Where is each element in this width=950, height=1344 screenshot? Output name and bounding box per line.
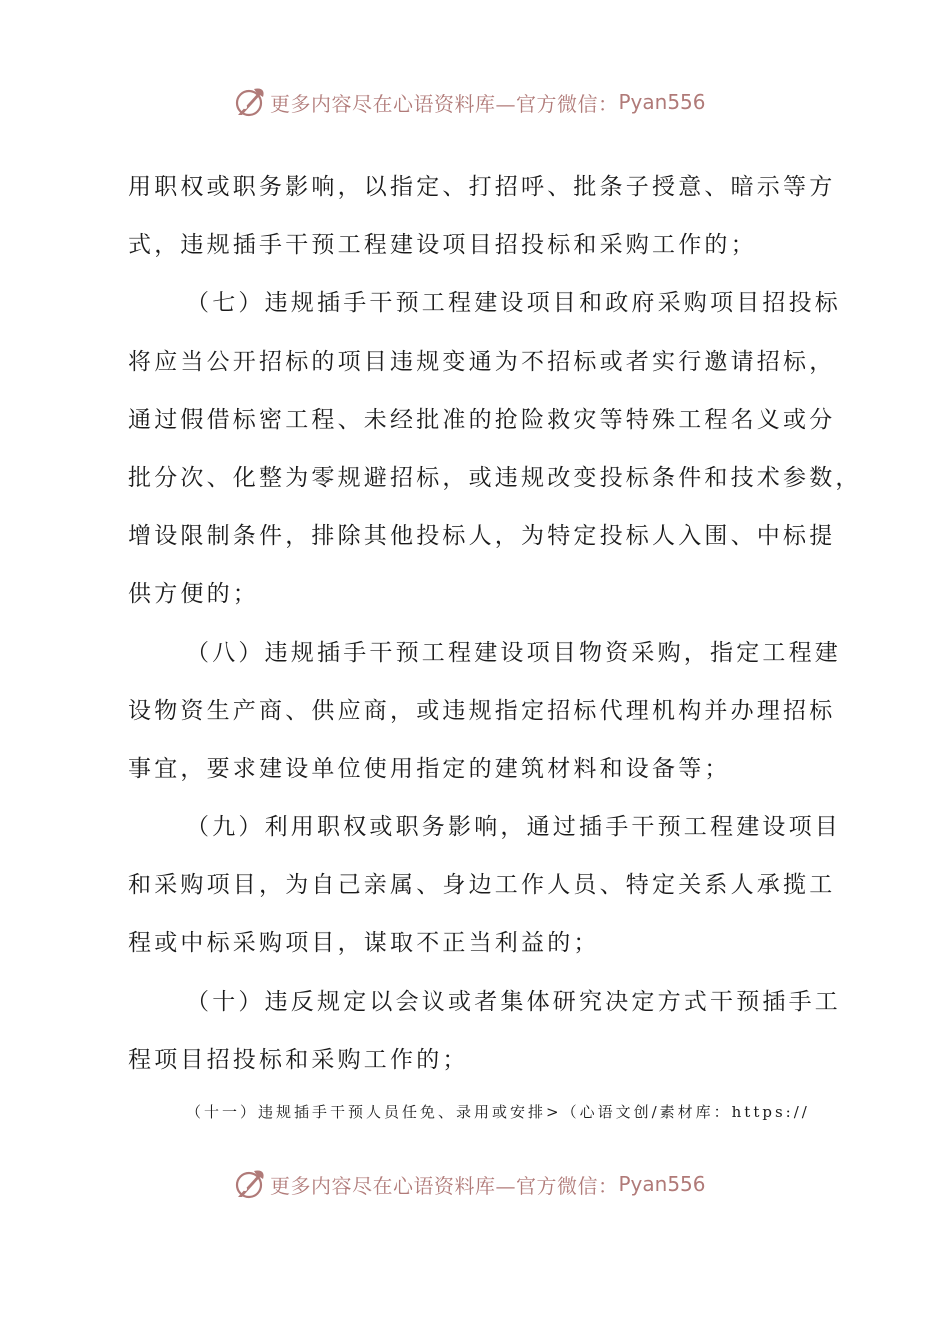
quill-pen-logo-icon <box>232 1167 266 1201</box>
paragraph-line: 式，违规插手干预工程建设项目招投标和采购工作的； <box>128 232 757 259</box>
header-banner-text: 更多内容尽在心语资料库—官方微信： <box>270 91 619 116</box>
paragraph-line: 设物资生产商、供应商，或违规指定招标代理机构并办理招标 <box>128 697 836 724</box>
header-banner <box>0 82 950 122</box>
paragraph-line: 通过假借标密工程、未经批准的抢险救灾等特殊工程名义或分 <box>128 406 836 433</box>
paragraph-line: （十）违反规定以会议或者集体研究决定方式干预插手工 <box>186 988 841 1015</box>
paragraph-line: （九）利用职权或职务影响，通过插手干预工程建设项目 <box>186 814 841 841</box>
paragraph-line: 增设限制条件，排除其他投标人，为特定投标人入围、中标提 <box>128 523 836 550</box>
paragraph-line: 用职权或职务影响，以指定、打招呼、批条子授意、暗示等方 <box>128 174 836 200</box>
quill-pen-logo-icon <box>232 85 266 119</box>
footer-banner <box>0 1164 950 1204</box>
paragraph-line: 将应当公开招标的项目违规变通为不招标或者实行邀请招标， <box>128 348 836 375</box>
paragraph-line: 程项目招投标和采购工作的； <box>128 1046 469 1073</box>
paragraph-line: 事宜，要求建设单位使用指定的建筑材料和设备等； <box>128 755 731 782</box>
footer-banner-code: Pyan556 <box>618 1172 706 1196</box>
paragraph-line: （八）违规插手干预工程建设项目物资采购，指定工程建 <box>186 639 841 666</box>
header-banner-code: Pyan556 <box>618 90 706 114</box>
paragraph-line: 批分次、化整为零规避招标，或违规改变投标条件和技术参数， <box>128 464 862 491</box>
document-body <box>128 158 862 1089</box>
paragraph-line: 和采购项目，为自己亲属、身边工作人员、特定关系人承揽工 <box>128 872 836 899</box>
paragraph-line: 供方便的； <box>128 581 259 608</box>
paragraph-line: 程或中标采购项目，谋取不正当利益的； <box>128 930 600 957</box>
truncated-paragraph-line: （十一）违规插手干预人员任免、录用或安排>（心语文创/素材库：https:// <box>186 1103 810 1121</box>
paragraph-line: （七）违规插手干预工程建设项目和政府采购项目招投标 <box>186 290 841 317</box>
footer-banner-text: 更多内容尽在心语资料库—官方微信： <box>270 1173 619 1198</box>
